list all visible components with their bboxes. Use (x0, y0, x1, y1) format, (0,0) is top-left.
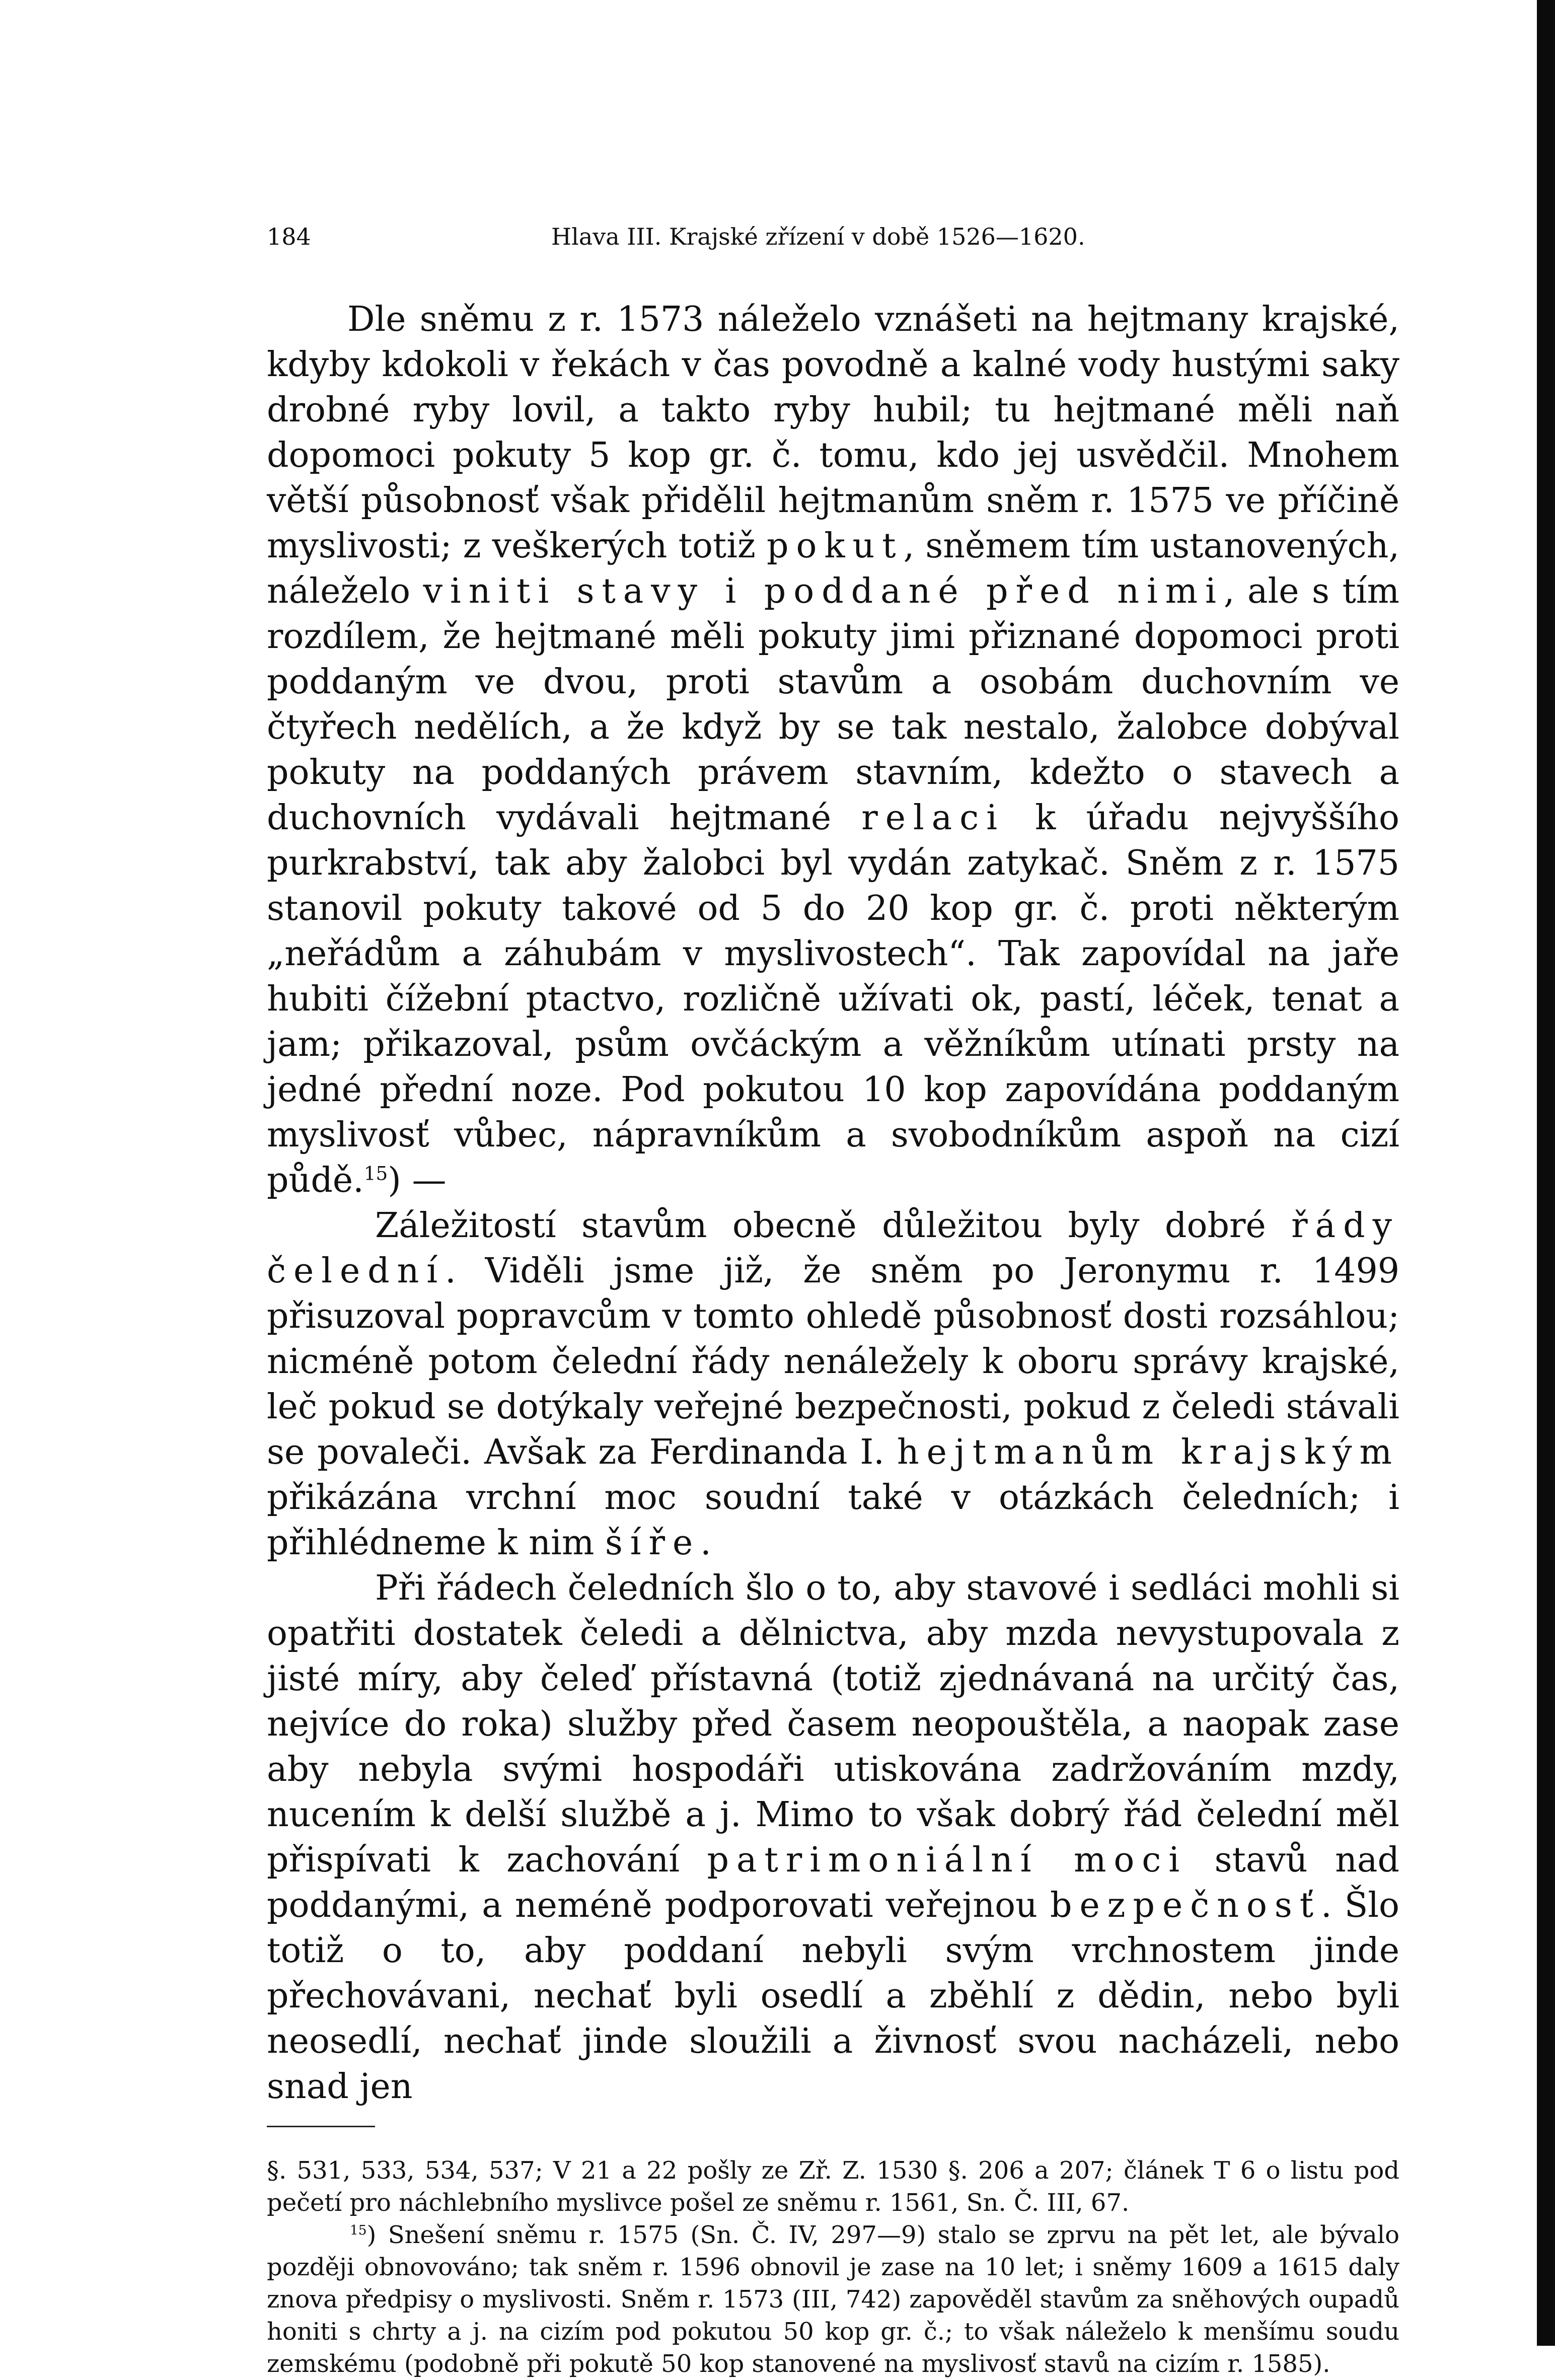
spaced-term-sire: šíře (605, 1523, 701, 1563)
spaced-term-patrimonialni: patrimoniální moci (707, 1840, 1188, 1880)
spaced-term-rady-celedni: řády čelední (267, 1206, 1399, 1291)
paragraph-1-text-e: , ale s tím rozdílem, že hejtmané měli pokuty jimi přiznané dopomoci proti poddaným ve dvou, proti stavům a osobám duchovním ve čtyřech nedělích, a že když by se tak nestalo, žalobce dobýval pokuty na poddaných právem stavním, kdežto o stavech a duchovních vydávali hejtmané (267, 571, 1400, 838)
paragraph-3-text-c: stavů nad poddanými, a neméně podporovati veřejnou (267, 1840, 1399, 1925)
spaced-term-relaci: relaci (861, 798, 1005, 838)
spaced-term-hejtmanum: hejtmanům krajským (897, 1432, 1399, 1472)
spaced-term-bezpecnost: bezpečnosť (1050, 1886, 1321, 1925)
paragraph-3-text-a: Při řádech čeledních šlo o to, aby stavové i sedláci mohli si opatřiti dostatek čeledi a dělnictva, aby mzda nevystupovala z jisté míry, aby čeleď přístavná (totiž zjednávaná na určitý čas, nejvíce do roka) služby před časem neopouštěla, a naopak zase aby nebyla svými hospodáři utiskována zadržováním mzdy, nucením k delší službě a j. Mimo to však dobrý řád čelední měl přispívati k zachování (267, 1568, 1399, 1880)
scan-edge-shadow (1537, 0, 1555, 2346)
paragraph-1-text-a: Dle sněmu z r. 1573 náleželo vznášeti na hejtmany krajské, kdyby kdokoli v řekách v čas povodně a kalné vody hustými saky drobné ryby lovil, a takto ryby hubil; tu hejtmané měli naň dopomoci pokuty 5 kop gr. č. tomu, kdo jej usvědčil. Mnohem větší působnosť však přidělil hejtmanům sněm r. 1575 ve příčině myslivosti; z veškerých totiž (267, 300, 1399, 566)
footnote-ref-15: 15 (363, 1162, 388, 1185)
paragraph-2-text-c: . Viděli jsme již, že sněm po Jeronymu r. 1499 přisuzoval popravcům v tomto ohledě působnosť dosti rozsáhlou; nicméně potom čelední řády nenáležely k oboru správy krajské, leč pokud se dotýkaly veřejné bezpečnosti, pokud z čeledi stávali se povaleči. Avšak za Ferdinanda I. (267, 1251, 1399, 1472)
paragraph-1-text-g: k úřadu nejvyššího purkrabství, tak aby žalobci byl vydán zatykač. Sněm z r. 1575 stanovil pokuty takové od 5 do 20 kop gr. č. proti některým „neřádům a záhubám v myslivostech“. Tak zapovídal na jaře hubiti čížební ptactvo, rozličně užívati ok, pastí, léček, tenat a jam; přikazoval, psům ovčáckým a věžníkům utínati prsty na jedné přední noze. Pod pokutou 10 kop zapovídána poddaným myslivosť vůbec, nápravníkům a svobodníkům aspoň na cizí půdě. (267, 798, 1399, 1200)
running-head: Hlava III. Krajské zřízení v době 1526—1620. (551, 223, 1085, 250)
spaced-term-pokut: pokut (766, 526, 904, 566)
paragraph-2-text-e: přikázána vrchní moc soudní také v otázkách čeledních; i přihlédneme k nim (267, 1478, 1399, 1563)
footnote-15-marker: 15 (350, 2222, 367, 2238)
main-text (267, 297, 1399, 2110)
paragraph-1-text-h: ) — (388, 1161, 447, 1200)
paragraph-3 (267, 1566, 1399, 2110)
paragraph-2-text-a: Záležitostí stavům obecně důležitou byly dobré (375, 1206, 1292, 1246)
book-page (267, 217, 1399, 2380)
footnote-continued: §. 531, 533, 534, 537; V 21 a 22 pošly ze Zř. Z. 1530 §. 206 a 207; článek T 6 o listu pod pečetí pro náchlebního myslivce pošel ze sněmu r. 1561, Sn. Č. III, 67. (267, 2156, 1399, 2217)
footnotes (267, 2154, 1399, 2380)
footnote-rule (267, 2126, 375, 2127)
paragraph-2-text-g: . (700, 1523, 711, 1563)
spaced-phrase-viniti: viniti stavy i poddané před nimi (423, 571, 1224, 611)
page-header (267, 217, 1399, 257)
paragraph-2 (267, 1203, 1399, 1566)
footnote-15 (267, 2219, 1399, 2380)
paragraph-1-text-c: , sněmem tím ustanovených, náleželo (267, 526, 1399, 611)
footnote-15-text: ) Snešení sněmu r. 1575 (Sn. Č. IV, 297—9) stalo se zprvu na pět let, ale bývalo později obnovováno; tak sněm r. 1596 obnovil je zase na 10 let; i sněmy 1609 a 1615 daly znova předpisy o myslivosti. Sněm r. 1573 (III, 742) zapověděl stavům za sněhových oupadů honiti s chrty a j. na cizím pod pokutou 50 kop gr. č.; to však náleželo k menšímu soudu zemskému (podobně při pokutě 50 kop stanovené na myslivosť stavů na cizím r. 1585). (267, 2221, 1399, 2378)
page-number: 184 (267, 223, 311, 250)
paragraph-3-text-e: . Šlo totiž o to, aby poddaní nebyli svým vrchnostem jinde přechovávani, nechať byli osedlí a zběhlí z dědin, nebo byli neosedlí, nechať jinde sloužili a živnosť svou nacházeli, nebo snad jen (267, 1886, 1399, 2107)
paragraph-1 (267, 297, 1399, 1203)
